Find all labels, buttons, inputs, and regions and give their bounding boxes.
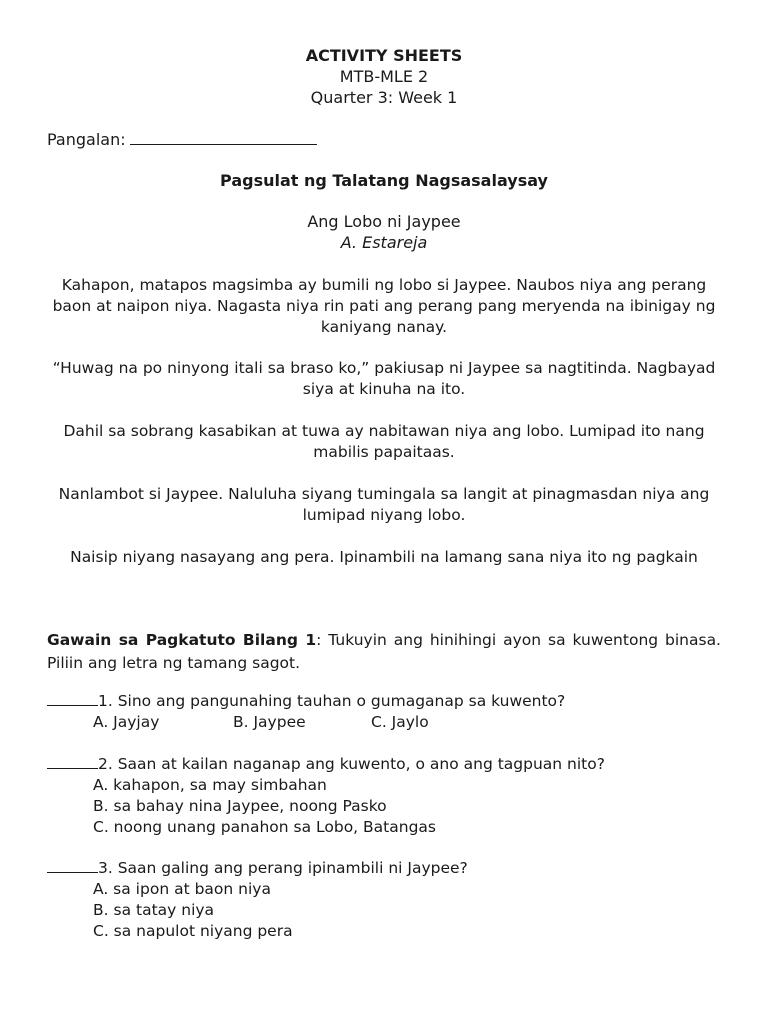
question-2 bbox=[47, 754, 605, 775]
question-3-choice-c: C. sa napulot niyang pera bbox=[93, 922, 293, 940]
name-blank-line[interactable] bbox=[130, 128, 317, 145]
name-label: Pangalan: bbox=[47, 130, 126, 149]
answer-blank-3[interactable] bbox=[47, 858, 98, 873]
quarter-label: Quarter 3: Week 1 bbox=[310, 88, 458, 107]
activity-label: Gawain sa Pagkatuto Bilang 1 bbox=[47, 631, 317, 649]
subject-label: MTB-MLE 2 bbox=[339, 67, 429, 86]
question-3-choice-a: A. sa ipon at baon niya bbox=[93, 880, 271, 898]
story-paragraph-5: Naisip niyang nasayang ang pera. Ipinambili na lamang sana niya ito ng pagkain bbox=[70, 548, 698, 566]
story-title: Ang Lobo ni Jaypee bbox=[307, 212, 461, 231]
question-2-choice-a: A. kahapon, sa may simbahan bbox=[93, 776, 327, 794]
question-3 bbox=[47, 858, 468, 879]
question-3-text: 3. Saan galing ang perang ipinambili ni Jaypee? bbox=[98, 859, 468, 877]
question-2-choice-b: B. sa bahay nina Jaypee, noong Pasko bbox=[93, 797, 387, 815]
question-2-choice-c: C. noong unang panahon sa Lobo, Batangas bbox=[93, 818, 436, 836]
question-3-choice-b: B. sa tatay niya bbox=[93, 901, 215, 919]
story-author: A. Estareja bbox=[340, 233, 428, 252]
answer-blank-2[interactable] bbox=[47, 754, 98, 769]
name-field-row bbox=[47, 128, 317, 150]
activity-instructions bbox=[47, 629, 721, 675]
question-1-text: 1. Sino ang pangunahing tauhan o gumaganap sa kuwento? bbox=[98, 692, 566, 710]
sheet-title: ACTIVITY SHEETS bbox=[305, 46, 463, 65]
question-2-text: 2. Saan at kailan naganap ang kuwento, o ano ang tagpuan nito? bbox=[98, 755, 605, 773]
story-paragraph-1: Kahapon, matapos magsimba ay bumili ng lobo si Jaypee. Naubos niya ang perang baon at naipon niya. Nagasta niya rin pati ang perang pang meryenda na ibinigay ng kaniyang nanay. bbox=[52, 276, 716, 336]
question-1-choice-a: A. Jayjay bbox=[93, 713, 160, 731]
activity-instruction-text: : Tukuyin ang hinihingi ayon sa kuwentong binasa. Piliin ang letra ng tamang sagot. bbox=[47, 631, 721, 672]
story-paragraph-2: “Huwag na po ninyong itali sa braso ko,” pakiusap ni Jaypee sa nagtitinda. Nagbayad siya at kinuha na ito. bbox=[52, 359, 716, 398]
answer-blank-1[interactable] bbox=[47, 691, 98, 706]
question-1 bbox=[47, 691, 565, 712]
story-paragraph-4: Nanlambot si Jaypee. Naluluha siyang tumingala sa langit at pinagmasdan niya ang lumipad niyang lobo. bbox=[58, 485, 710, 524]
question-1-choice-b: B. Jaypee bbox=[233, 713, 306, 731]
story-paragraph-3: Dahil sa sobrang kasabikan at tuwa ay nabitawan niya ang lobo. Lumipad ito nang mabilis papaitaas. bbox=[63, 422, 705, 461]
question-1-choice-c: C. Jaylo bbox=[371, 713, 429, 731]
lesson-title: Pagsulat ng Talatang Nagsasalaysay bbox=[220, 171, 548, 190]
